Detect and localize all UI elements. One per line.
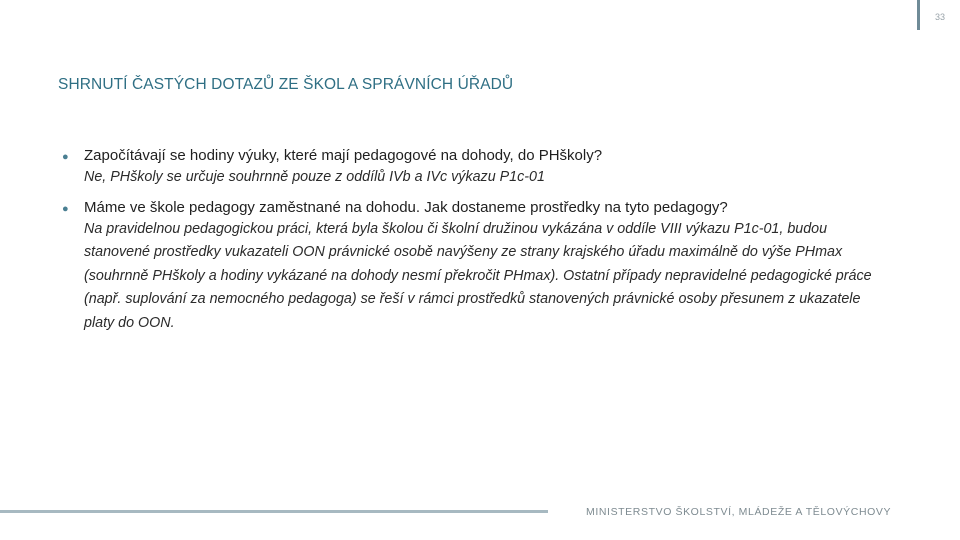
faq-item <box>62 198 902 336</box>
faq-list <box>62 146 902 343</box>
faq-item <box>62 146 902 190</box>
faq-question: Započítávají se hodiny výuky, které mají pedagogové na dohody, do PHškoly? <box>84 147 603 164</box>
faq-answer: Ne, PHškoly se určuje souhrnně pouze z oddílů IVb a IVc výkazu P1c-01 <box>84 169 545 185</box>
faq-question: Máme ve škole pedagogy zaměstnané na dohodu. Jak dostaneme prostředky na tyto pedagogy? <box>84 198 728 216</box>
bullet-icon: ● <box>62 151 69 163</box>
top-accent-rule <box>917 0 920 30</box>
footer-rule <box>0 510 548 513</box>
faq-answer: Na pravidelnou pedagogickou práci, která byla školou či školní družinou vykázána v oddíle VIII výkazu P1c-01, budou stanovené prostředky vukazateli OON právnické osobě navýšeny ze strany krajského úřadu maximálně do výše PHmax (souhrnně PHškoly a hodiny vykázané na dohody nesmí překročit PHmax). Ostatní případy nepravidelné pedagogické práce (např. suplování za nemocného pedagoga) se řeší v rámci prostředků stanovených právnické osoby přesunem z ukazatele platy do OON. <box>84 220 872 331</box>
bullet-icon: ● <box>62 202 69 215</box>
page-number: 33 <box>934 12 945 22</box>
footer-brand-logo: MINISTERSTVO ŠKOLSTVÍ, MLÁDEŽE A TĚLOVÝCHOVY <box>586 506 892 518</box>
slide-title: SHRNUTÍ ČASTÝCH DOTAZŮ ZE ŠKOL A SPRÁVNÍCH ÚŘADŮ <box>58 76 514 93</box>
